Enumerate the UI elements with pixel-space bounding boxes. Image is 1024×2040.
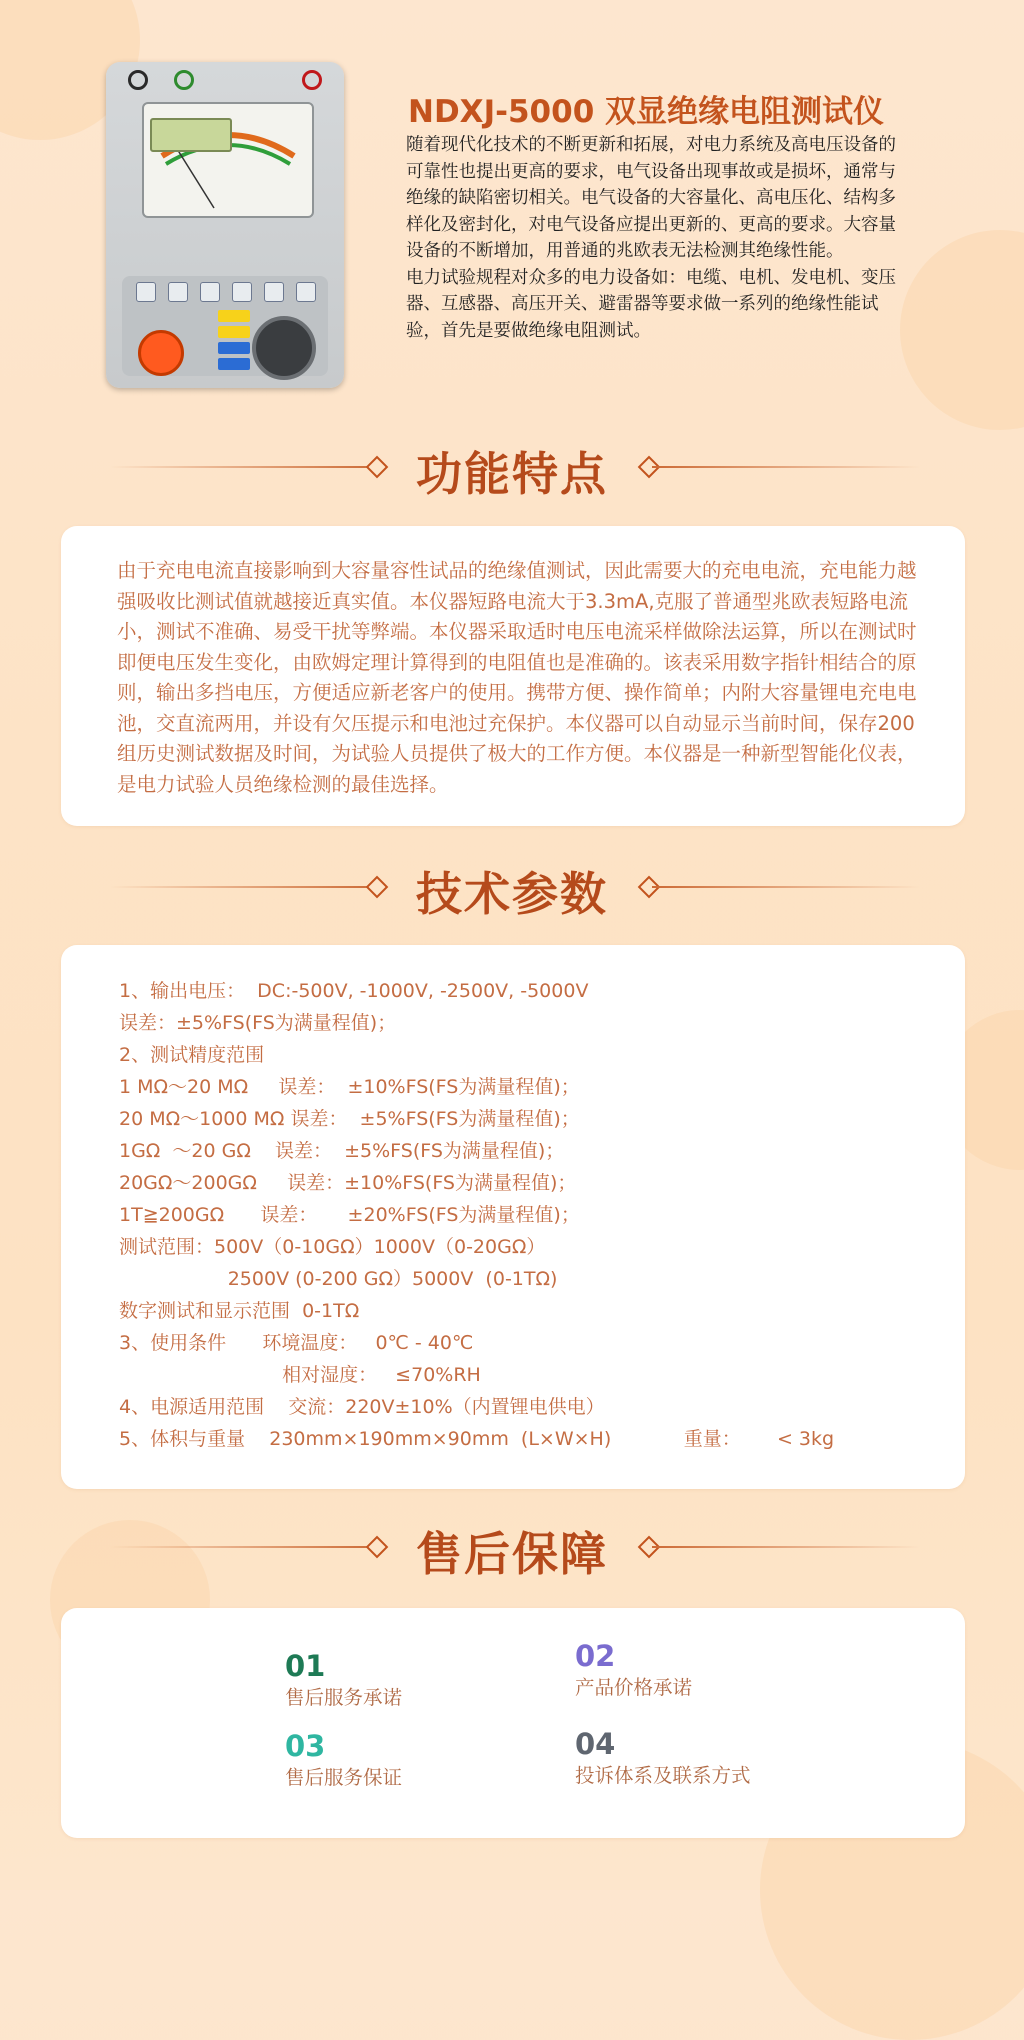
features-card (61, 526, 965, 826)
section-title: 技术参数 (416, 867, 608, 921)
section-title: 售后保障 (416, 1527, 608, 1581)
spec-line: 2500V (0-200 GΩ）5000V (0-1TΩ) (119, 1268, 558, 1290)
divider-line (652, 886, 920, 888)
spec-line: 20 MΩ～1000 MΩ 误差： ±5%FS(FS为满量程值)； (119, 1108, 580, 1130)
keypad (122, 276, 328, 376)
section-header-features (0, 432, 1024, 502)
service-number: 04 (575, 1727, 616, 1761)
service-label: 售后服务保证 (285, 1766, 403, 1789)
service-item (285, 1728, 402, 1792)
terminal-jack-icon (128, 70, 148, 90)
voltage-tag-icon (218, 342, 250, 354)
intro-paragraph: 随着现代化技术的不断更新和拓展，对电力系统及高电压设备的可靠性也提出更高的要求，电气设备出现事故或是损坏，通常与绝缘的缺陷密切相关。电气设备的大容量化、高电压化、结构多样化及密封化，对电气设备应提出更新的、更高的要求。大容量设备的不断增加，用普通的兆欧表无法检测其绝缘性能。 (406, 135, 896, 261)
product-title: NDXJ-5000 双显绝缘电阻测试仪 (408, 94, 885, 130)
spec-line: 测试范围：500V（0-10GΩ）1000V（0-20GΩ） (119, 1236, 546, 1258)
divider-line (652, 466, 920, 468)
features-text: 由于充电电流直接影响到大容量容性试品的绝缘值测试，因此需要大的充电电流，充电能力越强吸收比测试值就越接近真实值。本仪器短路电流大于3.3mA,克服了普通型兆欧表短路电流小，测试不准确、易受干扰等弊端。本仪器采取适时电压电流采样做除法运算，所以在测试时即便电压发生变化，由欧姆定理计算得到的电阻值也是准确的。该表采用数字指针相结合的原则，输出多挡电压，方便适应新老客户的使用。携带方便、操作简单；内附大容量锂电充电电池，交直流两用，并设有欠压提示和电池过充保护。本仪器可以自动显示当前时间，保存200组历史测试数据及时间，为试验人员提供了极大的工作方便。本仪器是一种新型智能化仪表，是电力试验人员绝缘检测的最佳选择。 (117, 559, 917, 796)
spec-line: 2、测试精度范围 (119, 1044, 265, 1066)
key-icon (168, 282, 188, 302)
section-header-specs (0, 852, 1024, 922)
intro-paragraph: 电力试验规程对众多的电力设备如：电缆、电机、发电机、变压器、互感器、高压开关、避雷器等要求做一系列的绝缘性能试验，首先是要做绝缘电阻测试。 (406, 267, 896, 341)
voltage-tag-icon (218, 358, 250, 370)
spec-line: 20GΩ～200GΩ 误差：±10%FS(FS为满量程值)； (119, 1172, 577, 1194)
terminal-jack-icon (302, 70, 322, 90)
voltage-tag-icon (218, 310, 250, 322)
key-icon (232, 282, 252, 302)
divider-line (652, 1546, 920, 1548)
spec-line: 4、电源适用范围 交流：220V±10%（内置锂电供电） (119, 1396, 605, 1418)
service-number: 03 (285, 1729, 326, 1763)
spec-line: 1GΩ ～20 GΩ 误差： ±5%FS(FS为满量程值)； (119, 1140, 565, 1162)
service-number: 01 (285, 1649, 326, 1683)
section-title: 功能特点 (416, 447, 608, 501)
key-icon (264, 282, 284, 302)
specs-card (61, 945, 965, 1489)
service-item (285, 1648, 402, 1712)
range-selector-knob-icon (252, 316, 316, 380)
key-icon (200, 282, 220, 302)
service-label: 售后服务承诺 (285, 1686, 403, 1709)
spec-line: 5、体积与重量 230mm×190mm×90mm (L×W×H) 重量： < 3kg (119, 1428, 835, 1450)
key-icon (296, 282, 316, 302)
section-header-after-sales (0, 1512, 1024, 1582)
spec-line: 1T≧200GΩ 误差： ±20%FS(FS为满量程值)； (119, 1204, 580, 1226)
spec-line: 相对湿度： ≤70%RH (119, 1364, 481, 1386)
spec-list (119, 975, 939, 1455)
lcd-display (150, 118, 232, 152)
service-item (575, 1726, 751, 1790)
spec-line: 3、使用条件 环境温度： 0℃ - 40℃ (119, 1332, 474, 1354)
key-icon (136, 282, 156, 302)
spec-line: 误差：±5%FS(FS为满量程值)； (119, 1012, 397, 1034)
spec-line: 1、输出电压： DC:-500V, -1000V, -2500V, -5000V (119, 980, 589, 1002)
product-image (106, 62, 344, 388)
after-sales-card (61, 1608, 965, 1838)
test-knob-icon (138, 330, 184, 376)
spec-line: 数字测试和显示范围 0-1TΩ (119, 1300, 360, 1322)
voltage-tag-icon (218, 326, 250, 338)
service-item (575, 1638, 692, 1702)
service-label: 投诉体系及联系方式 (575, 1764, 751, 1787)
background-blob (900, 230, 1024, 430)
service-number: 02 (575, 1639, 616, 1673)
product-intro (406, 132, 906, 344)
terminal-jack-icon (174, 70, 194, 90)
spec-line: 1 MΩ～20 MΩ 误差： ±10%FS(FS为满量程值)； (119, 1076, 580, 1098)
service-label: 产品价格承诺 (575, 1676, 693, 1699)
